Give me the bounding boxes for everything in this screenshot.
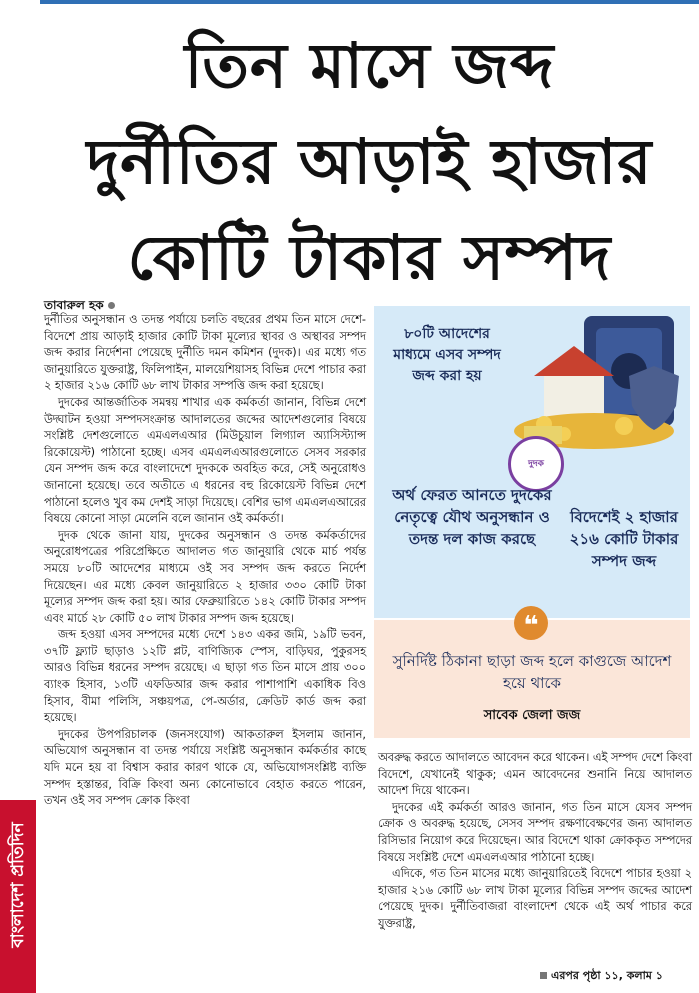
acc-logo-badge: দুদক xyxy=(508,436,564,492)
byline-dot-icon xyxy=(108,302,115,309)
treasure-illustration-icon xyxy=(504,306,690,456)
paragraph: এদিকে, গত তিন মাসের মধ্যে জানুয়ারিতেই বিদেশে পাচার হওয়া ২ হাজার ২১৬ কোটি ৬৮ লাখ টাকা মূল্যের বিভিন্ন সম্পদ জব্দের আদেশ পেয়েছে দুদক। দুর্নীতিবাজরা বাংলাদেশ থেকে এই অর্থ পাচার করে যুক্তরাষ্ট্র, xyxy=(378,867,692,930)
continuation-note: এরপর পৃষ্ঠা ১১, কলাম ১ xyxy=(540,967,663,986)
newspaper-name: বাংলাদেশ প্রতিদিন xyxy=(8,822,28,948)
quote-attribution: সাবেক জেলা জজ xyxy=(483,708,581,723)
info-right-text: বিদেশেই ২ হাজার ২১৬ কোটি টাকার সম্পদ জব্দ xyxy=(569,508,679,570)
paragraph: দুর্নীতির অনুসন্ধান ও তদন্ত পর্যায়ে চলতি বছরের প্রথম তিন মাসে দেশে-বিদেশে প্রায় আড়াই হাজার কোটি টাকা মূল্যের স্থাবর ও অস্থাবর সম্পদ জব্দ করার নির্দেশনা পেয়েছে দুর্নীতি দমন কমিশন (দুদক)। এর মধ্যে গত জানুয়ারিতে যুক্তরাষ্ট্র, ফিলিপাইন, মালয়েশিয়াসহ বিভিন্ন দেশে পাচার করা ২ হাজার ২১৬ কোটি ৬৮ লাখ টাকার সম্পত্তি জব্দ করা হয়েছে। xyxy=(44,313,366,393)
article-column-2 xyxy=(378,750,692,933)
headline-line-1: তিন মাসে জব্দ xyxy=(184,29,555,102)
author-name: তাবারুল হক xyxy=(44,298,104,312)
continuation-square-icon xyxy=(540,972,547,979)
quote-icon: ❝ xyxy=(514,606,548,640)
info-left-text: অর্থ ফেরত আনতে দুদকের নেতৃত্বে যৌথ অনুসন্ধান ও তদন্ত দল কাজ করছে xyxy=(392,486,552,548)
paragraph: অবরুদ্ধ করতে আদালতে আবেদন করে থাকেন। এই সম্পদ দেশে কিংবা বিদেশে, যেখানেই থাকুক; এমন আবেদনের শুনানি নিয়ে আদালত আদেশ দিয়ে থাকেন। xyxy=(378,751,692,798)
quote-text: সুনির্দিষ্ট ঠিকানা ছাড়া জব্দ হলে কাগুজে আদেশ হয়ে থাকে xyxy=(392,652,672,692)
paragraph: দুদকের আন্তর্জাতিক সমন্বয় শাখার এক কর্মকর্তা জানান, বিভিন্ন দেশে উদ্ঘাটন হওয়া সম্পদসংক্রান্ত আদালতের জব্দের আদেশগুলোর বিষয়ে সংশ্লিষ্ট দেশগুলোতে এমএলএআর (মিউচুয়াল লিগ্যাল অ্যাসিস্ট্যান্স রিকোয়েস্ট) পাঠানো হচ্ছে। এসব এমএলএআরগুলোতে সেসব সরকার যেন সম্পদ জব্দ করে বাংলাদেশে দুদককে অবহিত করে, সেই অনুরোধও জানানো হয়েছে। তবে অতীতে এ ধরনের বহু রিকোয়েস্ট বিভিন্ন দেশে পাঠানো হলেও খুব কম দেশই সাড়া দিয়েছে। বেশির ভাগ এমএলএআরের বিষয়ে কোনো সাড়া মেলেনি বলে জানান ওই কর্মকর্তা। xyxy=(44,395,366,526)
info-graphic-box xyxy=(374,306,690,618)
info-top-text: ৮০টি আদেশের মাধ্যমে এসব সম্পদ জব্দ করা হয় xyxy=(393,326,501,384)
headline-line-2: দুর্নীতির আড়াই হাজার xyxy=(86,125,653,198)
top-color-bar xyxy=(40,0,699,4)
headline xyxy=(40,18,699,306)
pull-quote-box xyxy=(374,611,690,738)
paragraph: জব্দ হওয়া এসব সম্পদের মধ্যে দেশে ১৪৩ একর জমি, ১৯টি ভবন, ৩৭টি ফ্ল্যাট ছাড়াও ১২টি প্লট, বাণিজ্যিক স্পেস, বাড়িঘর, পুকুরসহ আরও বিভিন্ন ধরনের সম্পদ রয়েছে। এ ছাড়া গত তিন মাসে প্রায় ৩০০ ব্যাংক হিসাব, ১৩টি এফডিআর জব্দ করার পাশাপাশি একাধিক বিও হিসাব, বীমা পলিসি, সঞ্চয়পত্র, পে-অর্ডার, ক্রেডিট কার্ড জব্দ করা হয়েছে। xyxy=(44,628,366,725)
paragraph: দুদক থেকে জানা যায়, দুদকের অনুসন্ধান ও তদন্ত কর্মকর্তাদের অনুরোধপত্রের পরিপ্রেক্ষিতে আদালত গত জানুয়ারি থেকে মার্চ পর্যন্ত সময়ে ৮০টি আদেশের মাধ্যমে ওই সব সম্পদ জব্দ করতে নির্দেশ দিয়েছেন। এর মধ্যে কেবল জানুয়ারিতে ২ হাজার ৩৩০ কোটি টাকা মূল্যের সম্পদ জব্দ করা হয়। আর ফেব্রুয়ারিতে ১৪২ কোটি টাকার সম্পদ এবং মার্চে ২৮ কোটি ৫০ লাখ টাকার সম্পদ জব্দ হয়েছে। xyxy=(44,528,366,625)
paragraph: দুদকের এই কর্মকর্তা আরও জানান, গত তিন মাসে যেসব সম্পদ ক্রোক ও অবরুদ্ধ হয়েছে, সেসব সম্পদ রক্ষণাবেক্ষণের জন্য আদালত রিসিভার নিয়োগ করে দিয়েছেন। আর বিদেশে থাকা ক্রোককৃত সম্পদের বিষয়ে সংশ্লিষ্ট দেশে এমএলএআর পাঠানো হচ্ছে। xyxy=(378,800,692,864)
article-column-1 xyxy=(44,312,366,810)
paragraph: দুদকের উপপরিচালক (জনসংযোগ) আকতারুল ইসলাম জানান, অভিযোগ অনুসন্ধান বা তদন্ত পর্যায়ে সংশ্লিষ্ট অনুসন্ধান কর্মকর্তার কাছে যদি মনে হয় বা বিশ্বাস করার কারণ থাকে যে, অভিযোগসংশ্লিষ্ট ব্যক্তি সম্পদ হস্তান্তর, বিক্রি কিংবা অন্য কোনোভাবে বেহাত করতে পারেন, তখন ওই সব সম্পদ ক্রোক কিংবা xyxy=(44,727,366,808)
headline-line-3: কোটি টাকার সম্পদ xyxy=(127,221,612,294)
